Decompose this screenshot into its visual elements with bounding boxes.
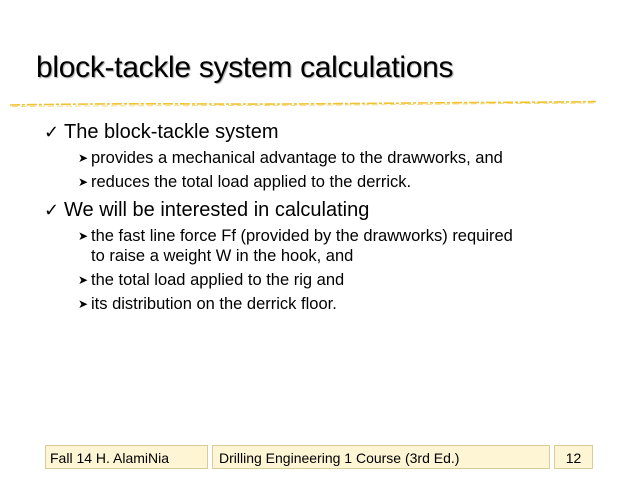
subitem-reduces-load: [44, 172, 614, 192]
arrow-right-icon: ➤: [78, 297, 89, 311]
subitem-fast-line-force: [44, 226, 531, 266]
slide-title: block-tackle system calculations: [36, 51, 454, 84]
subitem-text: its distribution on the derrick floor.: [91, 295, 337, 313]
subitem-mechanical-advantage: [44, 148, 614, 168]
slide-footer: [45, 445, 593, 469]
footer-author: Fall 14 H. AlamiNia: [45, 445, 208, 469]
footer-course: Drilling Engineering 1 Course (3rd Ed.): [212, 445, 550, 469]
arrow-right-icon: ➤: [78, 151, 89, 165]
bullet-text: We will be interested in calculating: [64, 199, 370, 221]
title-underline: [10, 99, 596, 109]
footer-page-number: 12: [554, 445, 593, 469]
bullet-text: The block-tackle system: [64, 121, 279, 143]
subitem-text: the fast line force Ff (provided by the drawworks) required to raise a weight W in the hook, and: [91, 227, 513, 265]
slide-content: [44, 116, 614, 318]
subitem-text: reduces the total load applied to the derrick.: [91, 173, 412, 191]
bullet-calculating: [44, 198, 614, 223]
arrow-right-icon: ➤: [78, 175, 89, 189]
subitem-text: the total load applied to the rig and: [91, 271, 345, 289]
check-mark-icon: ✓: [44, 200, 60, 221]
subitem-text: provides a mechanical advantage to the drawworks, and: [91, 149, 503, 167]
check-mark-icon: ✓: [44, 122, 60, 143]
subitem-distribution: [44, 294, 614, 314]
arrow-right-icon: ➤: [78, 229, 89, 243]
bullet-block-tackle-system: [44, 120, 614, 145]
subitem-total-load: [44, 270, 614, 290]
arrow-right-icon: ➤: [78, 273, 89, 287]
